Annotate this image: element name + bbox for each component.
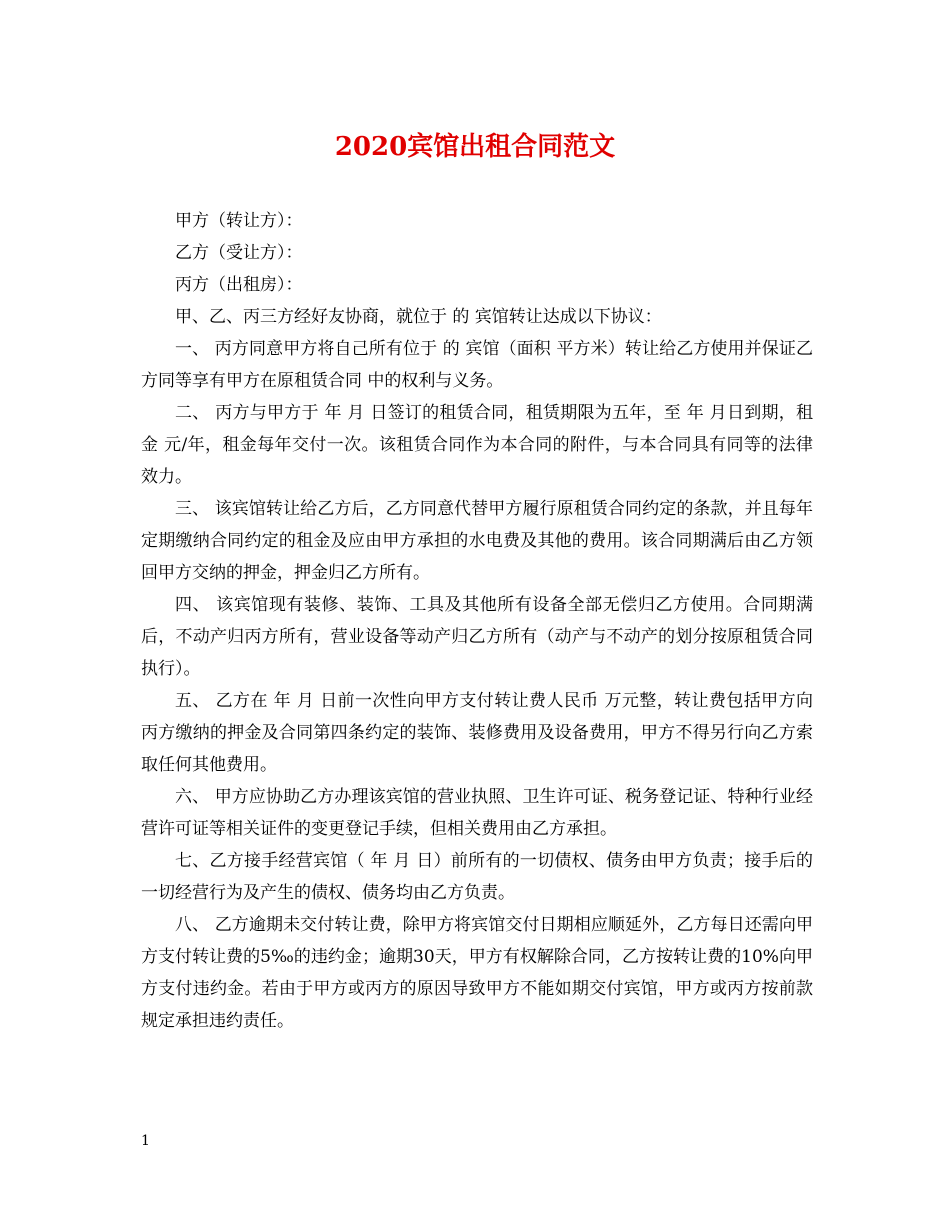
clause-1-paragraph: 一、 丙方同意甲方将自己所有位于 的 宾馆（面积 平方米）转让给乙方使用并保证乙方同等享有甲方在原租赁合同 中的权利与义务。 bbox=[141, 339, 813, 391]
clause-6-paragraph: 六、 甲方应协助乙方办理该宾馆的营业执照、卫生许可证、税务登记证、特种行业经营许可证等相关证件的变更登记手续，但相关费用由乙方承担。 bbox=[141, 787, 813, 839]
party-c-line: 丙方（出租房）： bbox=[175, 275, 303, 295]
clause-5-paragraph: 五、 乙方在 年 月 日前一次性向甲方支付转让费人民币 万元整，转让费包括甲方向丙方缴纳的押金及合同第四条约定的装饰、装修费用及设备费用，甲方不得另行向乙方索取任何其他费用。 bbox=[141, 691, 813, 775]
clause-4-paragraph: 四、 该宾馆现有装修、装饰、工具及其他所有设备全部无偿归乙方使用。合同期满后，不动产归丙方所有，营业设备等动产归乙方所有（动产与不动产的划分按原租赁合同执行）。 bbox=[141, 595, 813, 679]
clause-7-paragraph: 七、乙方接手经营宾馆（ 年 月 日）前所有的一切债权、债务由甲方负责；接手后的一切经营行为及产生的债权、债务均由乙方负责。 bbox=[141, 851, 813, 903]
party-b-line: 乙方（受让方）： bbox=[175, 243, 303, 263]
page-number: 1 bbox=[141, 1133, 150, 1149]
clause-3-paragraph: 三、 该宾馆转让给乙方后，乙方同意代替甲方履行原租赁合同约定的条款，并且每年定期缴纳合同约定的租金及应由甲方承担的水电费及其他的费用。该合同期满后由乙方领回甲方交纳的押金，押金归乙方所有。 bbox=[141, 499, 813, 583]
party-a-line: 甲方（转让方）： bbox=[175, 211, 303, 231]
document-title: 2020宾馆出租合同范文 bbox=[334, 132, 616, 162]
preamble-paragraph: 甲、乙、丙三方经好友协商，就位于 的 宾馆转让达成以下协议： bbox=[175, 307, 662, 327]
clause-2-paragraph: 二、 丙方与甲方于 年 月 日签订的租赁合同，租赁期限为五年，至 年 月日到期，租金 元/年，租金每年交付一次。该租赁合同作为本合同的附件，与本合同具有同等的法律效力。 bbox=[141, 403, 813, 487]
document-body bbox=[141, 205, 813, 1037]
clause-8-paragraph: 八、 乙方逾期未交付转让费，除甲方将宾馆交付日期相应顺延外，乙方每日还需向甲方支付转让费的5‰的违约金；逾期30天，甲方有权解除合同，乙方按转让费的10%向甲方支付违约金。若由于甲方或丙方的原因导致甲方不能如期交付宾馆，甲方或丙方按前款规定承担违约责任。 bbox=[141, 915, 813, 1031]
